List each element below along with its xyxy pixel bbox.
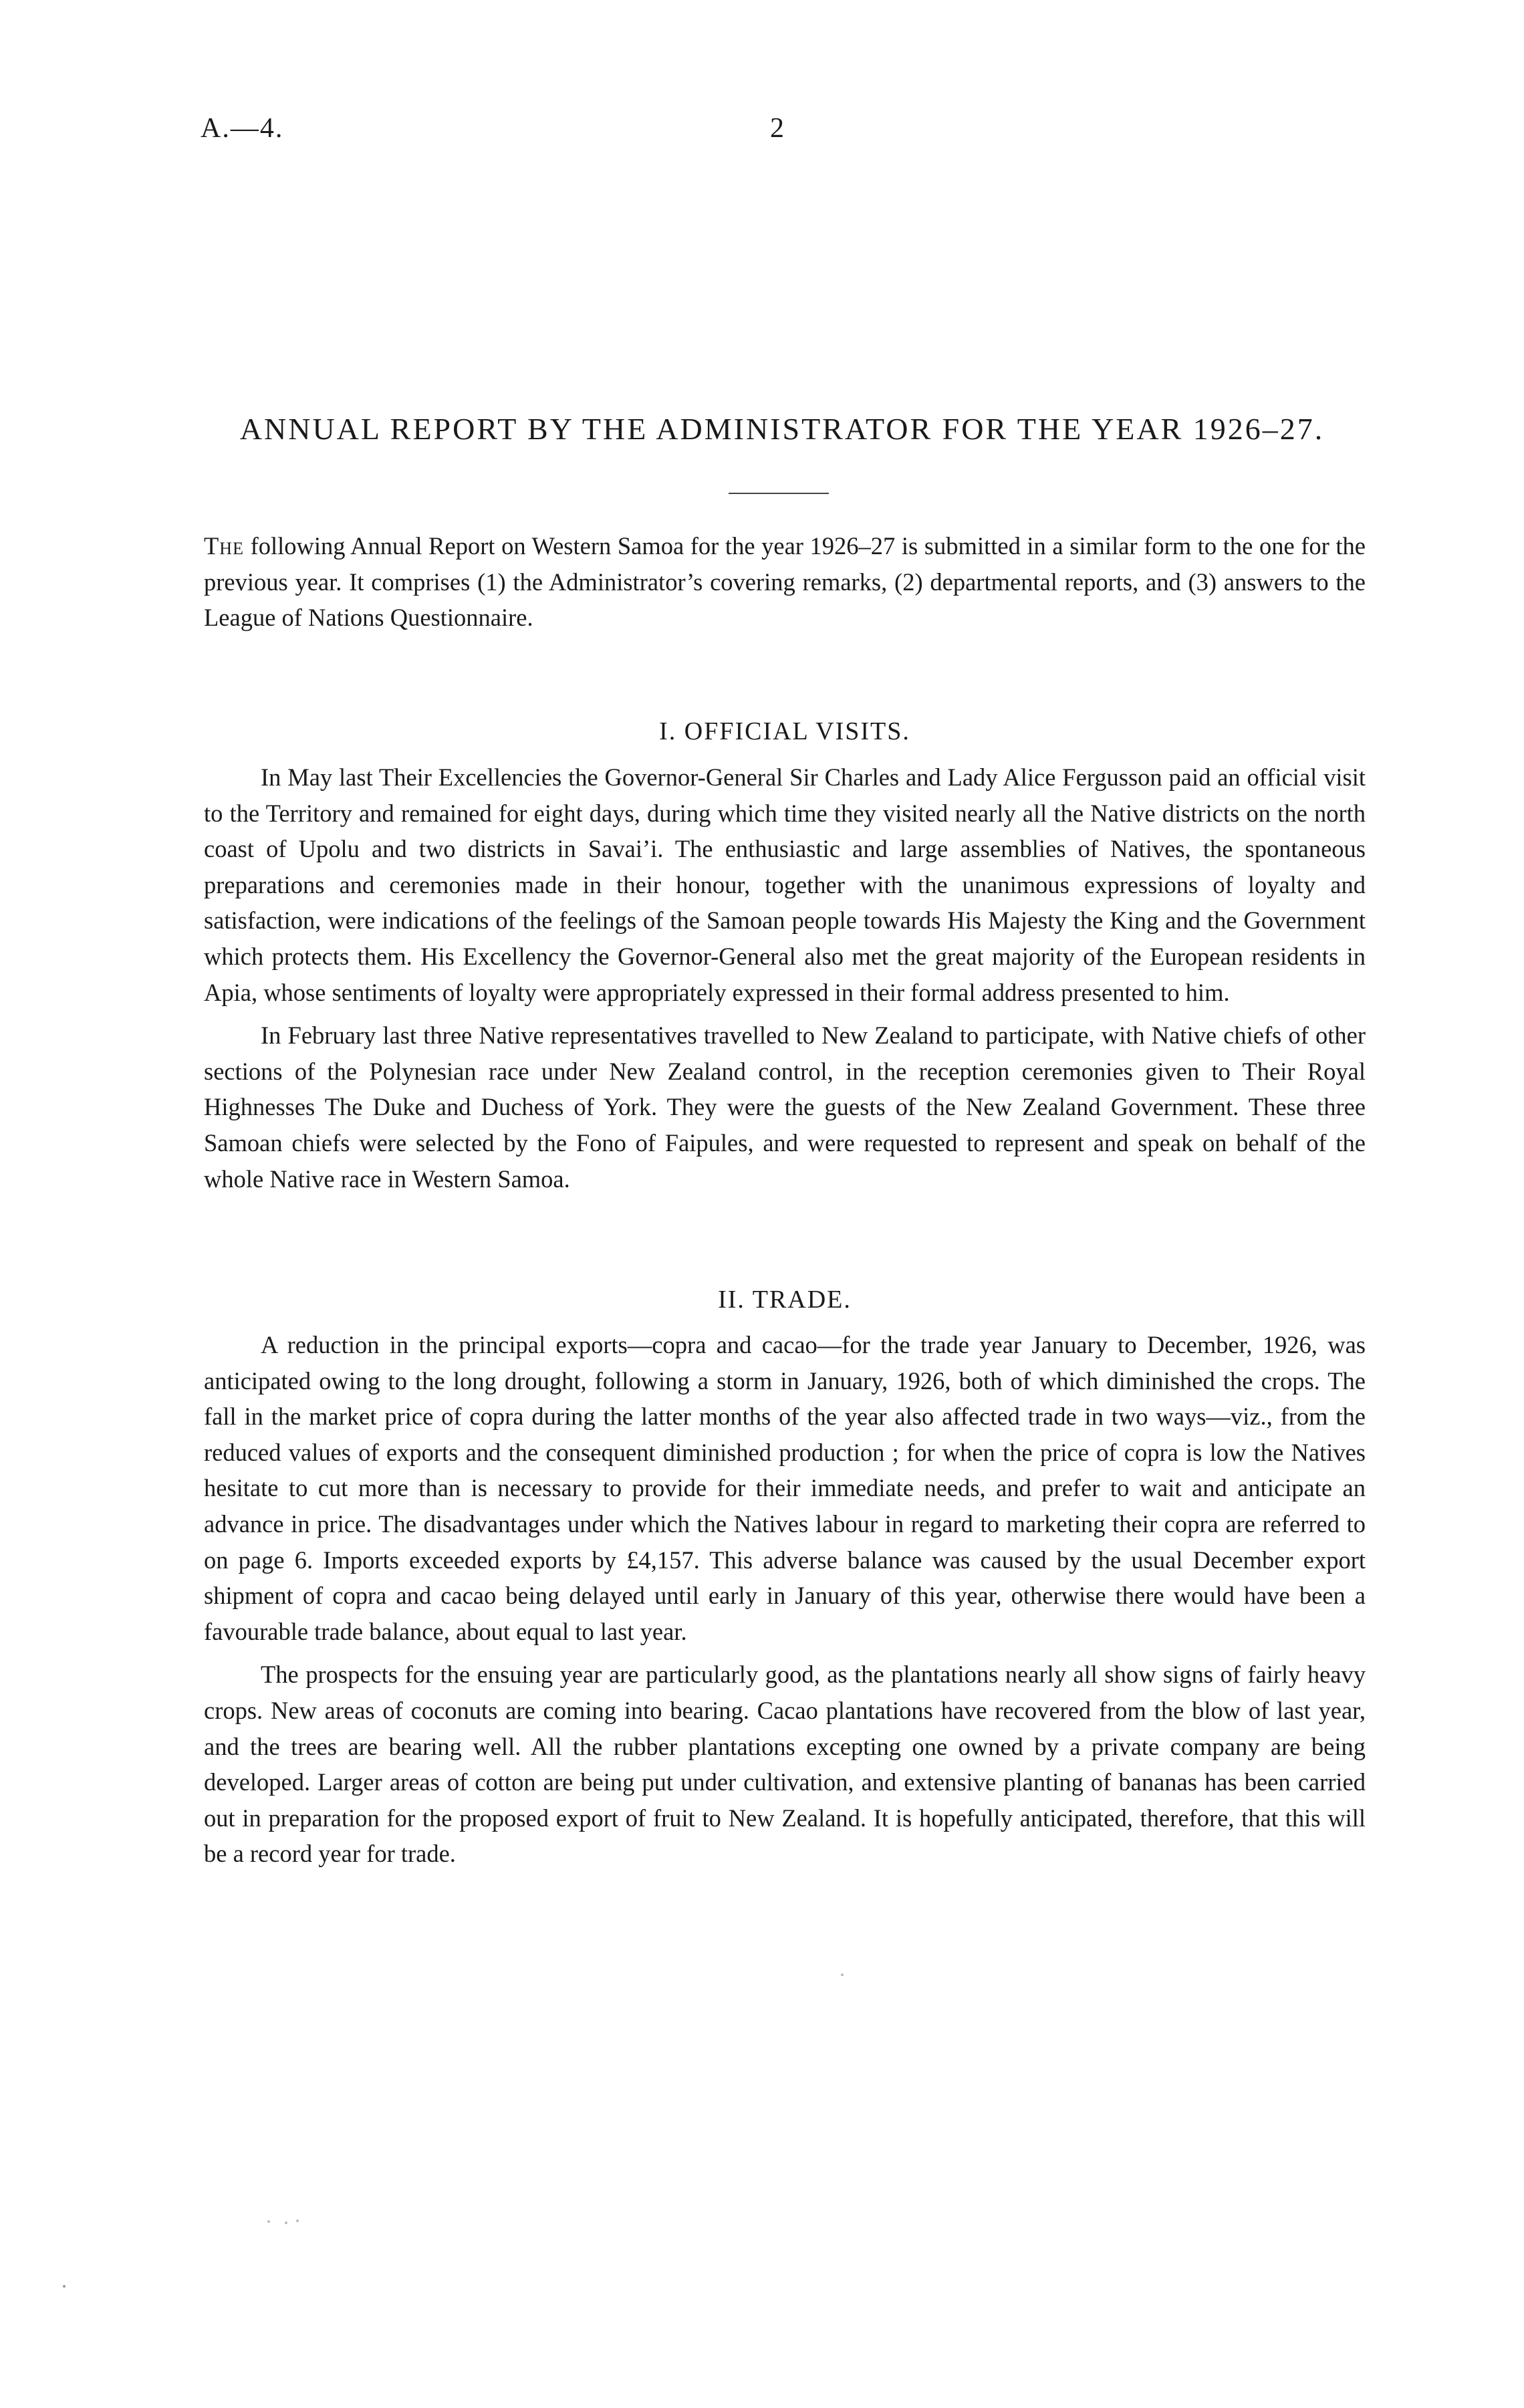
page-number: 2 [770,113,784,144]
paragraph: A reduction in the principal exports—copra and cacao—for the trade year January to December, 1926, was anticipated owing to the long drought, following a storm in January, 1926, both of which diminished the crops. The fall in the market price of copra during the latter months of the year also affected trade in two ways—viz., from the reduced values of exports and the consequent diminished production ; for when the price of copra is low the Natives hesitate to cut more than is necessary to provide for their immediate needs, and prefer to wait and anticipate an advance in price. The disadvantages under which the Natives labour in regard to marketing their copra are referred to on page 6. Imports exceeded exports by £4,157. This adverse balance was caused by the usual December export shipment of copra and cacao being delayed until early in January of this year, otherwise there would have been a favourable trade balance, about equal to last year. [204,1331,1366,1645]
paragraph: The prospects for the ensuing year are particularly good, as the plantations nearly all show signs of fairly heavy crops. New areas of coconuts are coming into bearing. Cacao plantations have recovered from the blow of last year, and the trees are bearing well. All the rubber plantations excepting one owned by a private company are being developed. Larger areas of cotton are being put under cultivation, and extensive planting of bananas has been carried out in preparation for the proposed export of fruit to New Zealand. It is hopefully anticipated, therefore, that this will be a record year for trade. [204,1661,1366,1868]
scan-speck [267,2220,270,2223]
scan-speck [285,2221,287,2224]
paragraph: In February last three Native representatives travelled to New Zealand to participate, with Native chiefs of other sections of the Polynesian race under New Zealand control, in the reception ceremonies given to Their Royal Highnesses The Duke and Duchess of York. They were the guests of the New Zealand Government. These three Samoan chiefs were selected by the Fono of Faipules, and were requested to represent and speak on behalf of the whole Native race in Western Samoa. [204,1021,1366,1193]
section-heading-official-visits: I. OFFICIAL VISITS. [659,717,910,745]
section-heading-trade: II. TRADE. [718,1286,852,1314]
document-reference: A.—4. [201,113,284,144]
scan-speck [63,2285,66,2288]
scan-speck [841,1973,844,1976]
intro-text: following Annual Report on Western Samoa for the year 1926–27 is submitted in a similar form to the one for the previous year. It comprises (1) the Administrator’s covering remarks, (2) departmental reports, and (3) answers to the League of Nations Questionnaire. [204,532,1366,632]
report-title: ANNUAL REPORT BY THE ADMINISTRATOR FOR THE YEAR 1926–27. [239,412,1325,446]
paragraph: In May last Their Excellencies the Governor-General Sir Charles and Lady Alice Fergusson paid an official visit to the Territory and remained for eight days, during which time they visited nearly all the Native districts on the north coast of Upolu and two districts in Savai’i. The enthusiastic and large assemblies of Natives, the spontaneous preparations and ceremonies made in their honour, together with the unanimous expressions of loyalty and satisfaction, were indications of the feelings of the Samoan people towards His Majesty the King and the Government which protects them. His Excellency the Governor-General also met the great majority of the European residents in Apia, whose sentiments of loyalty were appropriately expressed in their formal address presented to him. [204,763,1366,1006]
scan-speck [296,2219,299,2222]
intro-lead-word: The [204,532,244,560]
